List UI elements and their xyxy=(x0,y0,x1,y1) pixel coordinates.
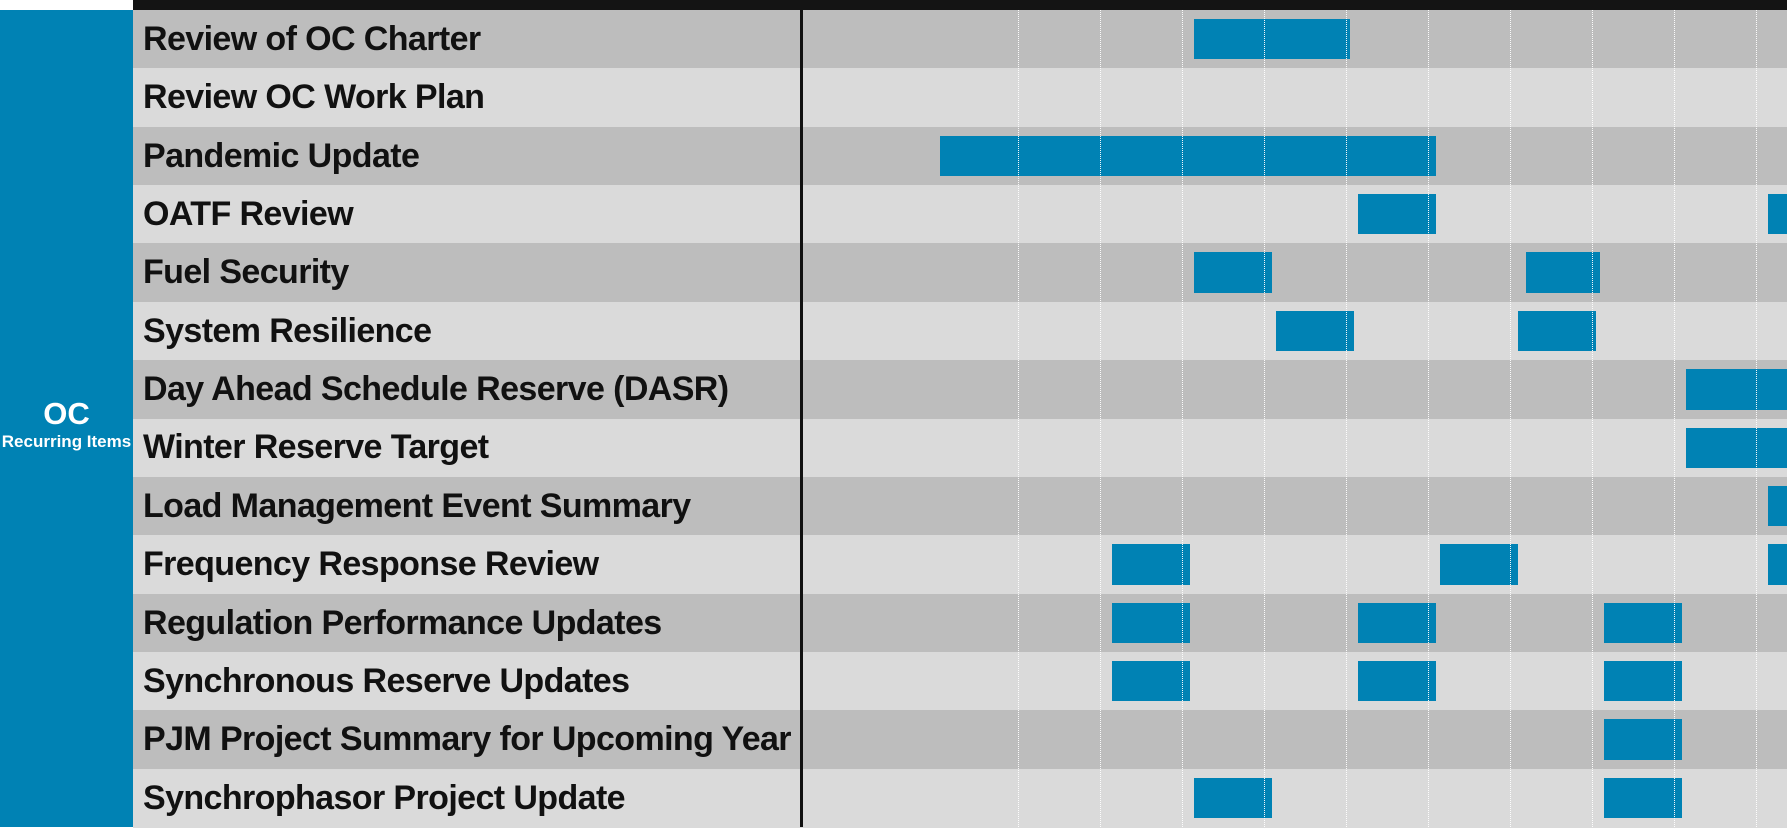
schedule-bar xyxy=(1768,544,1787,584)
schedule-bar xyxy=(1358,194,1436,234)
timeline-row xyxy=(133,360,1787,419)
timeline-row xyxy=(133,769,1787,828)
schedule-bar xyxy=(940,136,1436,176)
grid-line xyxy=(1674,10,1675,827)
grid-line xyxy=(1100,10,1101,827)
schedule-bar xyxy=(1358,661,1436,701)
sidebar-title: OC xyxy=(43,396,90,431)
row-label: Load Management Event Summary xyxy=(143,486,691,525)
timeline-row xyxy=(133,10,1787,69)
row-label: Day Ahead Schedule Reserve (DASR) xyxy=(143,370,729,409)
grid-line xyxy=(1182,10,1183,827)
schedule-bar xyxy=(1604,661,1682,701)
sidebar-panel xyxy=(0,10,133,827)
schedule-bar xyxy=(1526,252,1600,292)
label-divider xyxy=(800,10,803,827)
row-label: Fuel Security xyxy=(143,253,349,292)
timeline-row xyxy=(133,68,1787,127)
row-label: System Resilience xyxy=(143,311,432,350)
timeline-row xyxy=(133,185,1787,244)
schedule-bar xyxy=(1358,603,1436,643)
timeline-row xyxy=(133,127,1787,186)
row-label: Synchrophasor Project Update xyxy=(143,778,625,817)
schedule-bar xyxy=(1604,778,1682,818)
schedule-bar xyxy=(1768,194,1787,234)
schedule-bar xyxy=(1194,778,1272,818)
row-label: PJM Project Summary for Upcoming Year xyxy=(143,720,791,759)
row-label: OATF Review xyxy=(143,195,354,233)
schedule-bar xyxy=(1112,603,1190,643)
schedule-bar xyxy=(1194,252,1272,292)
grid-line xyxy=(1428,10,1429,827)
schedule-bar xyxy=(1768,486,1787,526)
grid-line xyxy=(1756,10,1757,827)
schedule-bar xyxy=(1686,428,1787,468)
sidebar-subtitle: Recurring Items xyxy=(1,432,132,451)
grid-line xyxy=(1346,10,1347,827)
timeline-row xyxy=(133,302,1787,361)
schedule-bar xyxy=(1440,544,1518,584)
schedule-bar xyxy=(1112,544,1190,584)
grid-line xyxy=(1510,10,1511,827)
grid-line xyxy=(1592,10,1593,827)
row-label: Synchronous Reserve Updates xyxy=(143,661,630,700)
timeline-row xyxy=(133,652,1787,711)
timeline-row xyxy=(133,594,1787,653)
row-label: Regulation Performance Updates xyxy=(143,603,662,642)
timeline-row xyxy=(133,419,1787,478)
header-rule xyxy=(133,0,1787,10)
schedule-bar xyxy=(1112,661,1190,701)
row-label: Review of OC Charter xyxy=(143,19,481,58)
schedule-bar xyxy=(1518,311,1596,351)
timeline-row xyxy=(133,477,1787,536)
schedule-bar xyxy=(1604,719,1682,759)
row-label: Frequency Response Review xyxy=(143,545,599,584)
schedule-bar xyxy=(1686,369,1787,409)
grid-line xyxy=(1264,10,1265,827)
schedule-bar xyxy=(1276,311,1354,351)
row-label: Pandemic Update xyxy=(143,136,420,175)
schedule-bar xyxy=(1194,19,1350,59)
timeline-row xyxy=(133,243,1787,302)
grid-line xyxy=(1018,10,1019,827)
row-label: Review OC Work Plan xyxy=(143,78,485,117)
timeline-grid xyxy=(133,10,1787,827)
timeline-row xyxy=(133,535,1787,594)
row-label: Winter Reserve Target xyxy=(143,428,489,467)
timeline-row xyxy=(133,710,1787,769)
schedule-bar xyxy=(1604,603,1682,643)
